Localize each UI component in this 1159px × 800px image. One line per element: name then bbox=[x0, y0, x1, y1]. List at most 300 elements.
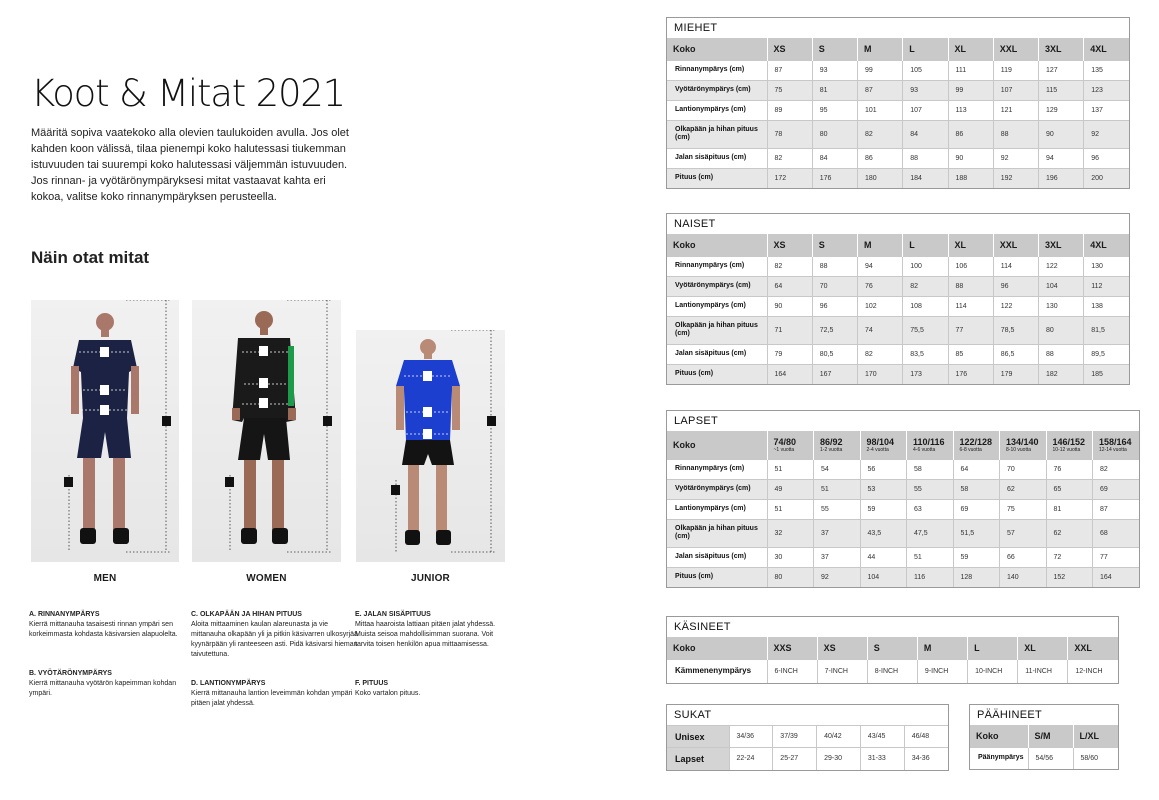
table-cell: 180 bbox=[858, 168, 903, 188]
table-cell: 77 bbox=[948, 316, 993, 344]
measure-desc-text: Aloita mittaaminen kaulan alareunasta ja vie mittanauha olkapään yli ja pitkin käsivarren ulkosyrjää kyynärpään yli ranteeseen asti. Pidä käsivarsi hieman taivutettuna. bbox=[191, 621, 358, 658]
table-cell: 80,5 bbox=[812, 344, 857, 364]
table-cell: 80 bbox=[812, 120, 857, 148]
table-cell: 152 bbox=[1046, 567, 1093, 587]
table-cell: 138 bbox=[1084, 296, 1129, 316]
table-cell: 81,5 bbox=[1084, 316, 1129, 344]
table-header-cell bbox=[1093, 431, 1140, 459]
table-title: PÄÄHINEET bbox=[977, 709, 1043, 721]
table-cell: 51 bbox=[814, 479, 861, 499]
table-header-cell bbox=[903, 234, 948, 256]
row-label: Lantionympärys (cm) bbox=[667, 296, 767, 316]
table-cell: 92 bbox=[993, 148, 1038, 168]
table-header-row bbox=[667, 38, 1129, 60]
table-cell: 82 bbox=[903, 276, 948, 296]
header-label: Koko bbox=[673, 43, 696, 54]
header-label: L bbox=[974, 642, 980, 653]
header-label: M bbox=[864, 43, 872, 54]
row-label: Lapset bbox=[667, 748, 729, 770]
table-cell: 108 bbox=[903, 296, 948, 316]
table-row bbox=[667, 60, 1129, 80]
table-cell: 22-24 bbox=[729, 748, 773, 770]
table-cell: 92 bbox=[814, 567, 861, 587]
table-cell: 140 bbox=[1000, 567, 1047, 587]
table-cell: 82 bbox=[767, 148, 812, 168]
table-cell: 90 bbox=[948, 148, 993, 168]
row-label: Vyötärönympärys (cm) bbox=[667, 80, 767, 100]
table-cell: 54 bbox=[814, 459, 861, 479]
row-label: Vyötärönympärys (cm) bbox=[667, 479, 767, 499]
row-label: Jalan sisäpituus (cm) bbox=[667, 547, 767, 567]
table-cell: 81 bbox=[1046, 499, 1093, 519]
header-label: XS bbox=[773, 239, 786, 250]
measure-desc-d bbox=[191, 679, 359, 709]
table-cell: 170 bbox=[858, 364, 903, 384]
table-cell: 96 bbox=[812, 296, 857, 316]
size-table bbox=[970, 725, 1118, 769]
table-cell: 81 bbox=[812, 80, 857, 100]
header-label: Koko bbox=[673, 239, 696, 250]
table-header-cell bbox=[970, 725, 1028, 747]
table-cell: 71 bbox=[767, 316, 812, 344]
header-label: 86/92 bbox=[820, 436, 843, 447]
table-cell: 88 bbox=[1039, 344, 1084, 364]
table-cell: 75 bbox=[1000, 499, 1047, 519]
table-row bbox=[667, 148, 1129, 168]
table-cell: 84 bbox=[812, 148, 857, 168]
measure-desc-title: A. RINNANYMPÄRYS bbox=[29, 611, 100, 618]
table-cell: 112 bbox=[1084, 276, 1129, 296]
table-cell: 129 bbox=[1039, 100, 1084, 120]
size-table-paahineet bbox=[969, 704, 1119, 770]
table-title: LAPSET bbox=[674, 415, 718, 427]
table-cell: 96 bbox=[1084, 148, 1129, 168]
table-cell: 80 bbox=[1039, 316, 1084, 344]
size-table bbox=[667, 431, 1139, 587]
table-cell: 88 bbox=[903, 148, 948, 168]
header-label: XL bbox=[954, 43, 967, 54]
table-cell: 89,5 bbox=[1084, 344, 1129, 364]
header-label: L bbox=[909, 43, 915, 54]
table-cell: 104 bbox=[860, 567, 907, 587]
table-cell: 104 bbox=[1039, 276, 1084, 296]
header-label: 158/164 bbox=[1099, 436, 1132, 447]
table-row bbox=[667, 168, 1129, 188]
left-page bbox=[0, 0, 560, 800]
table-cell: 76 bbox=[1046, 459, 1093, 479]
table-cell: 51 bbox=[767, 499, 814, 519]
table-cell: 56 bbox=[860, 459, 907, 479]
table-cell: 70 bbox=[812, 276, 857, 296]
table-header-cell bbox=[1084, 38, 1129, 60]
header-sublabel: 2-4 vuotta bbox=[866, 446, 889, 453]
table-cell: 93 bbox=[812, 60, 857, 80]
table-header-cell bbox=[867, 637, 917, 659]
table-cell: 68 bbox=[1093, 519, 1140, 547]
table-cell: 135 bbox=[1084, 60, 1129, 80]
table-header-cell bbox=[1068, 637, 1118, 659]
women-figure-photo bbox=[192, 300, 341, 562]
table-cell: 64 bbox=[767, 276, 812, 296]
table-cell: 53 bbox=[860, 479, 907, 499]
table-header-cell bbox=[812, 38, 857, 60]
table-header-cell bbox=[1039, 234, 1084, 256]
junior-figure-photo bbox=[356, 330, 505, 562]
table-row bbox=[667, 519, 1139, 547]
header-sublabel: 1-2 vuotta bbox=[820, 446, 843, 453]
header-label: S/M bbox=[1034, 730, 1051, 741]
table-cell: 121 bbox=[993, 100, 1038, 120]
table-header-cell bbox=[1039, 38, 1084, 60]
table-cell: 57 bbox=[1000, 519, 1047, 547]
measure-desc-text: Koko vartalon pituus. bbox=[355, 690, 421, 697]
table-cell: 7-INCH bbox=[817, 659, 867, 683]
table-cell: 43/45 bbox=[860, 726, 904, 748]
men-caption: MEN bbox=[93, 573, 117, 584]
table-cell: 176 bbox=[812, 168, 857, 188]
table-row bbox=[667, 659, 1118, 683]
table-cell: 46/48 bbox=[904, 726, 948, 748]
table-cell: 55 bbox=[814, 499, 861, 519]
header-label: Koko bbox=[673, 642, 696, 653]
table-cell: 167 bbox=[812, 364, 857, 384]
table-header-cell bbox=[968, 637, 1018, 659]
table-cell: 95 bbox=[812, 100, 857, 120]
table-header-cell bbox=[817, 637, 867, 659]
table-header-cell bbox=[858, 38, 903, 60]
table-cell: 89 bbox=[767, 100, 812, 120]
size-table-naiset bbox=[666, 213, 1130, 385]
table-cell: 100 bbox=[903, 256, 948, 276]
table-header-cell bbox=[767, 38, 812, 60]
header-label: XXL bbox=[999, 239, 1018, 250]
measure-desc-c bbox=[191, 610, 359, 660]
table-row bbox=[667, 364, 1129, 384]
row-label: Kämmenenympärys bbox=[667, 659, 767, 683]
table-header-row bbox=[970, 725, 1118, 747]
table-cell: 179 bbox=[993, 364, 1038, 384]
table-header-cell bbox=[948, 234, 993, 256]
table-row bbox=[667, 344, 1129, 364]
table-cell: 44 bbox=[860, 547, 907, 567]
women-caption: WOMEN bbox=[246, 573, 287, 584]
table-cell: 122 bbox=[1039, 256, 1084, 276]
header-label: L/XL bbox=[1079, 730, 1099, 741]
header-label: S bbox=[818, 43, 825, 54]
table-row bbox=[667, 296, 1129, 316]
table-cell: 74 bbox=[858, 316, 903, 344]
header-label: 110/116 bbox=[913, 436, 945, 447]
table-header-cell bbox=[907, 431, 954, 459]
table-cell: 30 bbox=[767, 547, 814, 567]
table-cell: 65 bbox=[1046, 479, 1093, 499]
table-cell: 88 bbox=[948, 276, 993, 296]
measure-desc-text: Kierrä mittanauha tasaisesti rinnan ympäri sen korkeimmasta kohdasta käsivarsien alapuolelta. bbox=[29, 621, 178, 638]
header-label: XL bbox=[954, 239, 967, 250]
header-sublabel: 4-6 vuotta bbox=[913, 446, 936, 453]
table-cell: 75,5 bbox=[903, 316, 948, 344]
table-cell: 172 bbox=[767, 168, 812, 188]
table-cell: 43,5 bbox=[860, 519, 907, 547]
row-label: Rinnanympärys (cm) bbox=[667, 60, 767, 80]
table-cell: 83,5 bbox=[903, 344, 948, 364]
header-label: 4XL bbox=[1090, 43, 1107, 54]
row-label: Vyötärönympärys (cm) bbox=[667, 276, 767, 296]
table-header-cell bbox=[1028, 725, 1073, 747]
table-cell: 164 bbox=[1093, 567, 1140, 587]
table-cell: 188 bbox=[948, 168, 993, 188]
table-row bbox=[667, 499, 1139, 519]
row-label: Päänympärys bbox=[970, 747, 1028, 769]
header-label: 146/152 bbox=[1052, 436, 1086, 447]
table-cell: 63 bbox=[907, 499, 954, 519]
table-cell: 127 bbox=[1039, 60, 1084, 80]
table-cell: 49 bbox=[767, 479, 814, 499]
header-label: 134/140 bbox=[1006, 436, 1039, 447]
header-sublabel: ~1 vuotta bbox=[773, 446, 795, 453]
row-label: Lantionympärys (cm) bbox=[667, 499, 767, 519]
header-label: 3XL bbox=[1045, 43, 1062, 54]
header-label: 98/104 bbox=[866, 436, 895, 447]
table-title: NAISET bbox=[674, 218, 716, 230]
table-cell: 92 bbox=[1084, 120, 1129, 148]
table-cell: 176 bbox=[948, 364, 993, 384]
table-cell: 87 bbox=[1093, 499, 1140, 519]
table-cell: 34-36 bbox=[904, 748, 948, 770]
table-cell: 182 bbox=[1039, 364, 1084, 384]
table-cell: 62 bbox=[1046, 519, 1093, 547]
size-table-miehet bbox=[666, 17, 1130, 189]
table-title: KÄSINEET bbox=[674, 621, 731, 633]
table-header-cell bbox=[667, 38, 767, 60]
table-cell: 102 bbox=[858, 296, 903, 316]
table-cell: 47,5 bbox=[907, 519, 954, 547]
junior-caption: JUNIOR bbox=[411, 573, 450, 584]
header-label: XL bbox=[1024, 642, 1036, 653]
table-header-cell bbox=[1046, 431, 1093, 459]
table-cell: 87 bbox=[858, 80, 903, 100]
table-cell: 32 bbox=[767, 519, 814, 547]
table-row bbox=[667, 80, 1129, 100]
table-title: SUKAT bbox=[674, 709, 712, 721]
table-row bbox=[667, 748, 948, 770]
header-label: S bbox=[818, 239, 825, 250]
table-cell: 82 bbox=[858, 120, 903, 148]
table-cell: 90 bbox=[1039, 120, 1084, 148]
table-cell: 107 bbox=[993, 80, 1038, 100]
header-label: XS bbox=[773, 43, 786, 54]
measure-desc-title: F. PITUUS bbox=[355, 680, 389, 687]
table-cell: 70 bbox=[1000, 459, 1047, 479]
table-cell: 10-INCH bbox=[968, 659, 1018, 683]
table-cell: 114 bbox=[993, 256, 1038, 276]
table-header-cell bbox=[1073, 725, 1118, 747]
table-cell: 82 bbox=[858, 344, 903, 364]
table-cell: 58/60 bbox=[1073, 747, 1118, 769]
row-label: Rinnanympärys (cm) bbox=[667, 459, 767, 479]
table-cell: 54/56 bbox=[1028, 747, 1073, 769]
table-cell: 72,5 bbox=[812, 316, 857, 344]
table-cell: 113 bbox=[948, 100, 993, 120]
header-label: M bbox=[864, 239, 872, 250]
table-row bbox=[667, 256, 1129, 276]
size-table bbox=[667, 38, 1129, 188]
table-cell: 99 bbox=[948, 80, 993, 100]
table-cell: 164 bbox=[767, 364, 812, 384]
table-cell: 115 bbox=[1039, 80, 1084, 100]
table-row bbox=[970, 747, 1118, 769]
table-cell: 75 bbox=[767, 80, 812, 100]
table-cell: 87 bbox=[767, 60, 812, 80]
table-cell: 128 bbox=[953, 567, 1000, 587]
table-cell: 114 bbox=[948, 296, 993, 316]
table-row bbox=[667, 547, 1139, 567]
size-table-lapset bbox=[666, 410, 1140, 588]
table-cell: 86,5 bbox=[993, 344, 1038, 364]
table-cell: 79 bbox=[767, 344, 812, 364]
table-cell: 69 bbox=[953, 499, 1000, 519]
table-cell: 8-INCH bbox=[867, 659, 917, 683]
header-label: Koko bbox=[673, 439, 696, 450]
table-cell: 64 bbox=[953, 459, 1000, 479]
table-cell: 111 bbox=[948, 60, 993, 80]
header-label: S bbox=[873, 642, 880, 653]
table-cell: 94 bbox=[1039, 148, 1084, 168]
table-cell: 85 bbox=[948, 344, 993, 364]
row-label: Olkapään ja hihan pituus (cm) bbox=[667, 316, 767, 344]
table-cell: 192 bbox=[993, 168, 1038, 188]
table-header-row bbox=[667, 637, 1118, 659]
row-label: Olkapään ja hihan pituus (cm) bbox=[667, 120, 767, 148]
table-header-cell bbox=[1084, 234, 1129, 256]
table-cell: 78 bbox=[767, 120, 812, 148]
table-cell: 11-INCH bbox=[1018, 659, 1068, 683]
row-label: Unisex bbox=[667, 726, 729, 748]
table-cell: 29-30 bbox=[817, 748, 861, 770]
measure-desc-title: E. JALAN SISÄPITUUS bbox=[355, 611, 431, 618]
table-cell: 66 bbox=[1000, 547, 1047, 567]
header-label: XXS bbox=[773, 642, 792, 653]
row-label: Rinnanympärys (cm) bbox=[667, 256, 767, 276]
table-cell: 25-27 bbox=[773, 748, 817, 770]
table-cell: 105 bbox=[903, 60, 948, 80]
header-sublabel: 6-8 vuotta bbox=[959, 446, 982, 453]
table-header-row bbox=[667, 431, 1139, 459]
table-cell: 82 bbox=[1093, 459, 1140, 479]
table-cell: 122 bbox=[993, 296, 1038, 316]
intro-paragraph: Määritä sopiva vaatekoko alla olevien taulukoiden avulla. Jos olet kahden koon välissä, tilaa pienempi koko halutessasi tiukemman istuvuuden tai suurempi koko halutessasi väljemmän istuvuuden. Jos rinnan- ja vyötärönympäryksesi mitat vastaavat kahta eri kokoa, valitse koko rinnanympäryksen perusteella. bbox=[31, 127, 349, 203]
row-label: Pituus (cm) bbox=[667, 168, 767, 188]
table-header-cell bbox=[767, 234, 812, 256]
size-table bbox=[667, 637, 1118, 683]
table-cell: 80 bbox=[767, 567, 814, 587]
table-header-cell bbox=[667, 637, 767, 659]
table-row bbox=[667, 459, 1139, 479]
measure-desc-a bbox=[29, 610, 197, 640]
table-cell: 88 bbox=[993, 120, 1038, 148]
table-cell: 51,5 bbox=[953, 519, 1000, 547]
header-label: XXL bbox=[1074, 642, 1092, 653]
table-cell: 130 bbox=[1084, 256, 1129, 276]
table-cell: 196 bbox=[1039, 168, 1084, 188]
table-cell: 78,5 bbox=[993, 316, 1038, 344]
header-label: M bbox=[923, 642, 932, 653]
table-header-cell bbox=[953, 431, 1000, 459]
header-label: XS bbox=[823, 642, 836, 653]
table-header-cell bbox=[860, 431, 907, 459]
header-label: 3XL bbox=[1045, 239, 1062, 250]
measure-desc-f bbox=[355, 679, 505, 699]
page-title: Koot & Mitat 2021 bbox=[31, 72, 345, 115]
how-to-measure-heading: Näin otat mitat bbox=[31, 248, 150, 267]
table-cell: 116 bbox=[907, 567, 954, 587]
table-cell: 86 bbox=[858, 148, 903, 168]
table-row bbox=[667, 567, 1139, 587]
table-cell: 37 bbox=[814, 547, 861, 567]
table-header-cell bbox=[1000, 431, 1047, 459]
table-cell: 37/39 bbox=[773, 726, 817, 748]
table-cell: 51 bbox=[767, 459, 814, 479]
header-label: 122/128 bbox=[959, 436, 993, 447]
table-cell: 90 bbox=[767, 296, 812, 316]
row-label: Pituus (cm) bbox=[667, 567, 767, 587]
table-cell: 101 bbox=[858, 100, 903, 120]
header-label: L bbox=[909, 239, 915, 250]
table-cell: 59 bbox=[860, 499, 907, 519]
table-cell: 58 bbox=[907, 459, 954, 479]
table-row bbox=[667, 120, 1129, 148]
table-row bbox=[667, 100, 1129, 120]
table-cell: 31-33 bbox=[860, 748, 904, 770]
size-table bbox=[667, 234, 1129, 384]
header-sublabel: 12-14 vuotta bbox=[1099, 446, 1127, 453]
table-header-cell bbox=[1018, 637, 1068, 659]
measure-desc-title: C. OLKAPÄÄN JA HIHAN PITUUS bbox=[191, 611, 302, 618]
table-cell: 58 bbox=[953, 479, 1000, 499]
measure-desc-e bbox=[355, 610, 505, 650]
table-cell: 82 bbox=[767, 256, 812, 276]
table-cell: 34/36 bbox=[729, 726, 773, 748]
table-cell: 59 bbox=[953, 547, 1000, 567]
measure-desc-title: B. VYÖTÄRÖNYMPÄRYS bbox=[29, 670, 112, 677]
measure-desc-text: Kierrä mittanauha lantion leveimmän kohdan ympäri pitäen jalat yhdessä. bbox=[191, 690, 353, 707]
table-row bbox=[667, 726, 948, 748]
table-cell: 84 bbox=[903, 120, 948, 148]
table-cell: 51 bbox=[907, 547, 954, 567]
table-cell: 123 bbox=[1084, 80, 1129, 100]
table-cell: 37 bbox=[814, 519, 861, 547]
men-figure-photo bbox=[31, 300, 179, 562]
table-cell: 6-INCH bbox=[767, 659, 817, 683]
table-header-cell bbox=[767, 431, 814, 459]
table-cell: 184 bbox=[903, 168, 948, 188]
table-cell: 99 bbox=[858, 60, 903, 80]
measure-desc-b bbox=[29, 669, 197, 699]
table-header-cell bbox=[667, 431, 767, 459]
size-table bbox=[667, 725, 948, 770]
header-label: 4XL bbox=[1090, 239, 1107, 250]
table-cell: 200 bbox=[1084, 168, 1129, 188]
table-header-cell bbox=[903, 38, 948, 60]
table-cell: 93 bbox=[903, 80, 948, 100]
table-cell: 76 bbox=[858, 276, 903, 296]
table-header-cell bbox=[948, 38, 993, 60]
header-label: 74/80 bbox=[773, 436, 797, 447]
table-cell: 69 bbox=[1093, 479, 1140, 499]
table-cell: 12-INCH bbox=[1068, 659, 1118, 683]
table-cell: 130 bbox=[1039, 296, 1084, 316]
table-cell: 106 bbox=[948, 256, 993, 276]
